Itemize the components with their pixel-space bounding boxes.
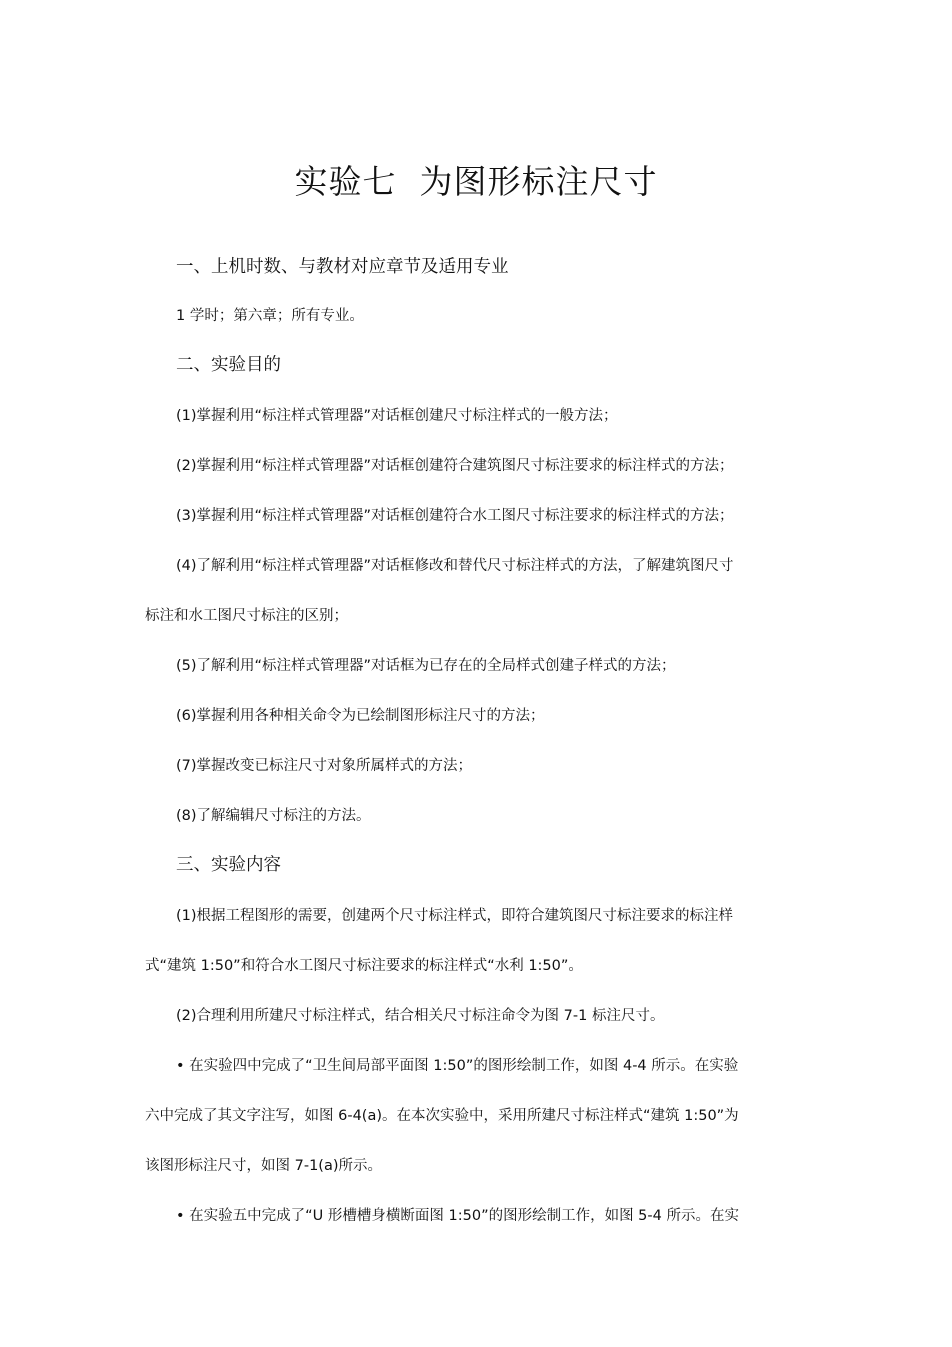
content-bullet-1-line-3: 该图形标注尺寸，如图 7-1(a)所示。	[145, 1158, 382, 1174]
content-bullet-2: • 在实验五中完成了“U 形槽槽身横断面图 1:50”的图形绘制工作，如图 5-4 所示。在实	[176, 1208, 739, 1224]
objective-item-4-continued: 标注和水工图尺寸标注的区别；	[145, 608, 348, 624]
content-bullet-1-line-2: 六中完成了其文字注写，如图 6-4(a)。在本次实验中，采用所建尺寸标注样式“建筑 1:50”为	[145, 1108, 739, 1124]
content-item-1: (1)根据工程图形的需要，创建两个尺寸标注样式，即符合建筑图尺寸标注要求的标注样	[176, 908, 734, 924]
objective-item-4: (4)了解利用“标注样式管理器”对话框修改和替代尺寸标注样式的方法，了解建筑图尺寸	[176, 558, 734, 574]
content-bullet-1: • 在实验四中完成了“卫生间局部平面图 1:50”的图形绘制工作，如图 4-4 所示。在实验	[176, 1058, 739, 1074]
page-title: 实验七 为图形标注尺寸	[294, 162, 658, 201]
section-heading-1: 一、上机时数、与教材对应章节及适用专业	[176, 257, 509, 277]
section-heading-2: 二、实验目的	[176, 355, 281, 375]
objective-item-8: (8)了解编辑尺寸标注的方法。	[176, 808, 371, 824]
content-item-1-continued: 式“建筑 1:50”和符合水工图尺寸标注要求的标注样式“水利 1:50”。	[145, 958, 583, 974]
section-heading-3: 三、实验内容	[176, 855, 281, 875]
objective-item-7: (7)掌握改变已标注尺寸对象所属样式的方法；	[176, 758, 473, 774]
objective-item-6: (6)掌握利用各种相关命令为已绘制图形标注尺寸的方法；	[176, 708, 545, 724]
objective-item-1: (1)掌握利用“标注样式管理器”对话框创建尺寸标注样式的一般方法；	[176, 408, 618, 424]
objective-item-3: (3)掌握利用“标注样式管理器”对话框创建符合水工图尺寸标注要求的标注样式的方法；	[176, 508, 734, 524]
content-item-2: (2)合理利用所建尺寸标注样式，结合相关尺寸标注命令为图 7-1 标注尺寸。	[176, 1008, 665, 1024]
objective-item-5: (5)了解利用“标注样式管理器”对话框为已存在的全局样式创建子样式的方法；	[176, 658, 676, 674]
section-1-paragraph: 1 学时；第六章；所有专业。	[176, 308, 364, 324]
objective-item-2: (2)掌握利用“标注样式管理器”对话框创建符合建筑图尺寸标注要求的标注样式的方法；	[176, 458, 734, 474]
